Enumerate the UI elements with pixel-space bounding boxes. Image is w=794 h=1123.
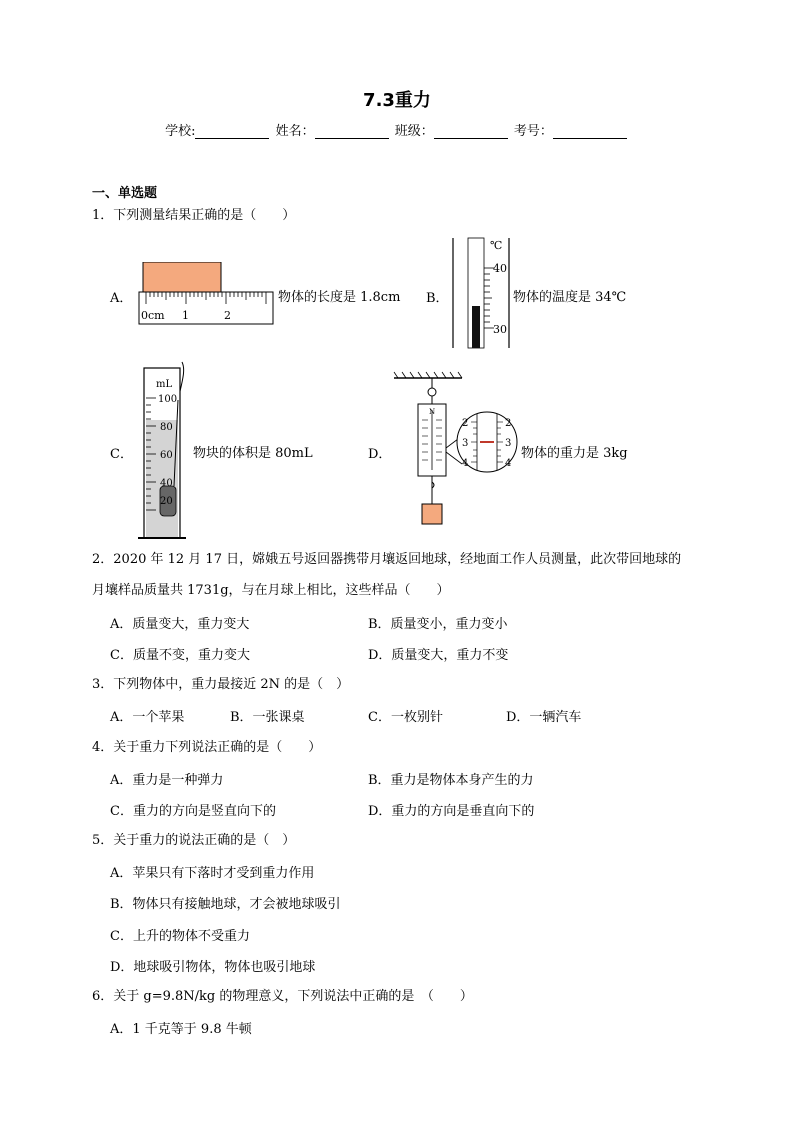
page-title: 7.3重力	[363, 90, 431, 111]
q3-option-b[interactable]: B．一张课桌	[230, 710, 305, 725]
q4-option-d[interactable]: D．重力的方向是垂直向下的	[368, 804, 535, 819]
q2-option-a[interactable]: A．质量变大，重力变大	[110, 617, 250, 632]
q1-option-b-text: 物体的温度是 34℃	[513, 290, 627, 305]
cylinder-label-60: 60	[160, 450, 173, 461]
question-4-stem: 4．关于重力下列说法正确的是（ ）	[92, 740, 322, 755]
school-blank[interactable]	[195, 126, 269, 139]
q3-option-d[interactable]: D．一辆汽车	[506, 710, 582, 725]
mag-left-4: 4	[462, 458, 469, 469]
thermometer-unit: ℃	[490, 239, 503, 252]
name-label: 姓名：	[275, 124, 315, 139]
cylinder-figure	[136, 360, 196, 542]
cylinder-label-80: 80	[160, 422, 173, 433]
question-5-stem: 5．关于重力的说法正确的是（ ）	[92, 833, 296, 848]
scale-unit: N	[429, 408, 436, 416]
cylinder-label-40: 40	[160, 478, 173, 489]
ruler-figure	[138, 262, 276, 326]
q2-option-d[interactable]: D．质量变大，重力不变	[368, 648, 509, 663]
thermometer-label-40: 40	[493, 262, 507, 275]
q5-option-c[interactable]: C．上升的物体不受重力	[110, 929, 250, 944]
mag-right-3: 3	[505, 438, 512, 449]
ruler-label-1: 1	[182, 309, 189, 322]
thermometer-ticks	[484, 268, 494, 328]
thermometer-mercury	[472, 306, 480, 348]
q6-option-a[interactable]: A．1 千克等于 9.8 牛顿	[110, 1022, 252, 1037]
q1-option-c-label: C．	[110, 447, 133, 462]
measured-block	[143, 262, 221, 292]
class-label: 班级：	[394, 124, 434, 139]
q1-option-b-label: B．	[426, 291, 449, 306]
q1-option-a-label: A．	[110, 291, 133, 306]
name-blank[interactable]	[315, 126, 389, 139]
mag-left-3: 3	[462, 438, 469, 449]
cylinder-label-20: 20	[160, 496, 173, 507]
q5-option-b[interactable]: B．物体只有接触地球，才会被地球吸引	[110, 897, 341, 912]
mag-right-4: 4	[505, 458, 512, 469]
q3-option-a[interactable]: A．一个苹果	[110, 710, 185, 725]
q1-option-d-text: 物体的重力是 3kg	[521, 446, 628, 461]
question-6-stem: 6．关于 g=9.8N/kg 的物理意义，下列说法中正确的是 （ ）	[92, 989, 473, 1004]
ruler-label-0: 0cm	[141, 309, 165, 322]
mag-right-2: 2	[505, 418, 512, 429]
thermometer-label-30: 30	[493, 323, 507, 336]
student-info-line	[0, 120, 794, 139]
q1-option-a-text: 物体的长度是 1.8cm	[278, 290, 401, 305]
q1-option-d-label: D．	[368, 447, 392, 462]
question-2-stem-line2: 月壤样品质量共 1731g，与在月球上相比，这些样品（ ）	[92, 583, 450, 598]
cylinder-label-100: 100	[158, 394, 178, 405]
q4-option-c[interactable]: C．重力的方向是竖直向下的	[110, 804, 276, 819]
section-heading: 一、单选题	[92, 186, 158, 201]
ruler-label-2: 2	[224, 309, 231, 322]
exam-no-label: 考号：	[513, 124, 553, 139]
exam-no-blank[interactable]	[553, 126, 627, 139]
q5-option-a[interactable]: A．苹果只有下落时才受到重力作用	[110, 866, 315, 881]
question-2-stem-line1: 2．2020 年 12 月 17 日，嫦娥五号返回器携带月壤返回地球，经地面工作人员测量，此次带回地球的	[92, 552, 682, 567]
cylinder-unit: mL	[156, 379, 173, 390]
q5-option-d[interactable]: D．地球吸引物体，物体也吸引地球	[110, 960, 316, 975]
q3-option-c[interactable]: C．一枚别针	[368, 710, 443, 725]
question-3-stem: 3．下列物体中，重力最接近 2N 的是（ ）	[92, 677, 350, 692]
q2-option-b[interactable]: B．质量变小，重力变小	[368, 617, 508, 632]
class-blank[interactable]	[434, 126, 508, 139]
hanging-weight	[422, 504, 442, 524]
q4-option-b[interactable]: B．重力是物体本身产生的力	[368, 773, 534, 788]
question-1-stem: 1．下列测量结果正确的是（ ）	[92, 208, 296, 223]
q2-option-c[interactable]: C．质量不变，重力变大	[110, 648, 250, 663]
mag-left-2: 2	[462, 418, 469, 429]
q1-option-c-text: 物块的体积是 80mL	[193, 446, 313, 461]
spring-scale-figure	[392, 370, 520, 530]
thermometer-figure	[450, 236, 512, 350]
q4-option-a[interactable]: A．重力是一种弹力	[110, 773, 224, 788]
school-label: 学校:	[165, 124, 196, 139]
